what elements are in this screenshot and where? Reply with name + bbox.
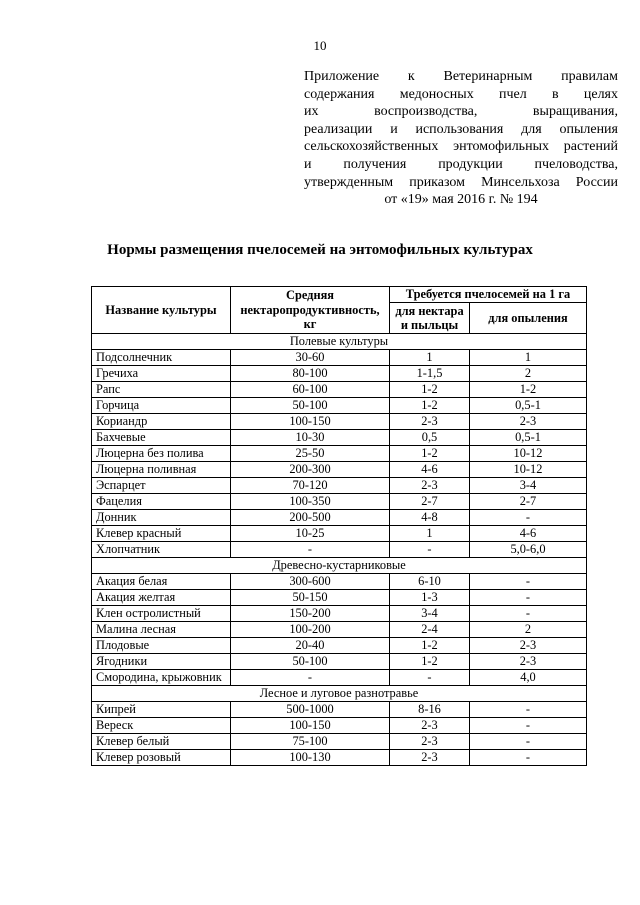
nectar-cell: 1 bbox=[390, 526, 470, 542]
nectar-cell: 1-2 bbox=[390, 638, 470, 654]
nectar-cell: 2-7 bbox=[390, 494, 470, 510]
pollination-cell: 1-2 bbox=[470, 382, 587, 398]
nectar-cell: 1-2 bbox=[390, 398, 470, 414]
section-title: Лесное и луговое разнотравье bbox=[92, 686, 587, 702]
table-row bbox=[92, 462, 587, 478]
header-pollination: для опыления bbox=[470, 303, 587, 334]
table-row bbox=[92, 398, 587, 414]
section-row bbox=[92, 334, 587, 350]
appendix-line: и получения продукции пчеловодства, bbox=[304, 156, 618, 172]
table-row bbox=[92, 446, 587, 462]
culture-cell: Плодовые bbox=[92, 638, 231, 654]
norms-table bbox=[91, 286, 587, 766]
nectar-cell: - bbox=[390, 670, 470, 686]
table-body bbox=[92, 334, 587, 766]
nectar-cell: 6-10 bbox=[390, 574, 470, 590]
table-row bbox=[92, 718, 587, 734]
productivity-cell: - bbox=[231, 670, 390, 686]
pollination-cell: 2-3 bbox=[470, 414, 587, 430]
table-row bbox=[92, 510, 587, 526]
appendix-line: их воспроизводства, выращивания, bbox=[304, 104, 618, 120]
productivity-cell: 50-100 bbox=[231, 654, 390, 670]
culture-cell: Донник bbox=[92, 510, 231, 526]
culture-cell: Фацелия bbox=[92, 494, 231, 510]
pollination-cell: 4,0 bbox=[470, 670, 587, 686]
productivity-cell: 200-300 bbox=[231, 462, 390, 478]
productivity-cell: 100-200 bbox=[231, 622, 390, 638]
nectar-cell: 2-3 bbox=[390, 734, 470, 750]
section-row bbox=[92, 558, 587, 574]
appendix-note bbox=[304, 68, 618, 209]
pollination-cell: 2 bbox=[470, 366, 587, 382]
table-row bbox=[92, 478, 587, 494]
culture-cell: Подсолнечник bbox=[92, 350, 231, 366]
pollination-cell: 0,5-1 bbox=[470, 430, 587, 446]
nectar-cell: 1-2 bbox=[390, 382, 470, 398]
productivity-cell: 300-600 bbox=[231, 574, 390, 590]
culture-cell: Кипрей bbox=[92, 702, 231, 718]
productivity-cell: 30-60 bbox=[231, 350, 390, 366]
table-row bbox=[92, 734, 587, 750]
pollination-cell: 4-6 bbox=[470, 526, 587, 542]
productivity-cell: 10-25 bbox=[231, 526, 390, 542]
culture-cell: Акация белая bbox=[92, 574, 231, 590]
culture-cell: Горчица bbox=[92, 398, 231, 414]
appendix-line: утвержденным приказом Минсельхоза России bbox=[304, 174, 618, 190]
nectar-cell: - bbox=[390, 542, 470, 558]
table-row bbox=[92, 670, 587, 686]
culture-cell: Бахчевые bbox=[92, 430, 231, 446]
productivity-cell: 75-100 bbox=[231, 734, 390, 750]
productivity-cell: 20-40 bbox=[231, 638, 390, 654]
culture-cell: Люцерна поливная bbox=[92, 462, 231, 478]
culture-cell: Клевер красный bbox=[92, 526, 231, 542]
table-row bbox=[92, 750, 587, 766]
productivity-cell: 50-150 bbox=[231, 590, 390, 606]
pollination-cell: 1 bbox=[470, 350, 587, 366]
table-row bbox=[92, 590, 587, 606]
section-title: Древесно-кустарниковые bbox=[92, 558, 587, 574]
productivity-cell: 100-150 bbox=[231, 414, 390, 430]
productivity-cell: 500-1000 bbox=[231, 702, 390, 718]
productivity-cell: 80-100 bbox=[231, 366, 390, 382]
page-number: 10 bbox=[313, 38, 327, 53]
productivity-cell: 25-50 bbox=[231, 446, 390, 462]
pollination-cell: 2 bbox=[470, 622, 587, 638]
header-required: Требуется пчелосемей на 1 га bbox=[390, 287, 587, 303]
pollination-cell: 3-4 bbox=[470, 478, 587, 494]
nectar-cell: 1 bbox=[390, 350, 470, 366]
productivity-cell: - bbox=[231, 542, 390, 558]
nectar-cell: 2-4 bbox=[390, 622, 470, 638]
pollination-cell: 2-3 bbox=[470, 638, 587, 654]
productivity-cell: 150-200 bbox=[231, 606, 390, 622]
table-row bbox=[92, 702, 587, 718]
productivity-cell: 200-500 bbox=[231, 510, 390, 526]
culture-cell: Малина лесная bbox=[92, 622, 231, 638]
productivity-cell: 60-100 bbox=[231, 382, 390, 398]
culture-cell: Гречиха bbox=[92, 366, 231, 382]
table-row bbox=[92, 654, 587, 670]
productivity-cell: 10-30 bbox=[231, 430, 390, 446]
culture-cell: Люцерна без полива bbox=[92, 446, 231, 462]
culture-cell: Клевер розовый bbox=[92, 750, 231, 766]
table-row bbox=[92, 414, 587, 430]
productivity-cell: 100-130 bbox=[231, 750, 390, 766]
nectar-cell: 4-8 bbox=[390, 510, 470, 526]
header-productivity: Средняя нектаропродуктивность, кг bbox=[231, 287, 390, 334]
nectar-cell: 2-3 bbox=[390, 718, 470, 734]
table-row bbox=[92, 606, 587, 622]
pollination-cell: - bbox=[470, 734, 587, 750]
nectar-cell: 1-1,5 bbox=[390, 366, 470, 382]
productivity-cell: 100-350 bbox=[231, 494, 390, 510]
table-row bbox=[92, 526, 587, 542]
nectar-cell: 2-3 bbox=[390, 478, 470, 494]
table-row bbox=[92, 350, 587, 366]
pollination-cell: 10-12 bbox=[470, 462, 587, 478]
pollination-cell: - bbox=[470, 702, 587, 718]
pollination-cell: - bbox=[470, 750, 587, 766]
table-row bbox=[92, 622, 587, 638]
table-row bbox=[92, 542, 587, 558]
appendix-line: содержания медоносных пчел в целях bbox=[304, 86, 618, 102]
pollination-cell: 5,0-6,0 bbox=[470, 542, 587, 558]
header-culture: Название культуры bbox=[92, 287, 231, 334]
pollination-cell: - bbox=[470, 718, 587, 734]
culture-cell: Рапс bbox=[92, 382, 231, 398]
nectar-cell: 3-4 bbox=[390, 606, 470, 622]
nectar-cell: 4-6 bbox=[390, 462, 470, 478]
productivity-cell: 100-150 bbox=[231, 718, 390, 734]
table-row bbox=[92, 430, 587, 446]
nectar-cell: 1-2 bbox=[390, 654, 470, 670]
nectar-cell: 1-3 bbox=[390, 590, 470, 606]
pollination-cell: 2-7 bbox=[470, 494, 587, 510]
productivity-cell: 70-120 bbox=[231, 478, 390, 494]
nectar-cell: 8-16 bbox=[390, 702, 470, 718]
culture-cell: Кориандр bbox=[92, 414, 231, 430]
appendix-line: Приложение к Ветеринарным правилам bbox=[304, 69, 618, 84]
culture-cell: Ягодники bbox=[92, 654, 231, 670]
nectar-cell: 2-3 bbox=[390, 414, 470, 430]
culture-cell: Смородина, крыжовник bbox=[92, 670, 231, 686]
pollination-cell: 10-12 bbox=[470, 446, 587, 462]
culture-cell: Хлопчатник bbox=[92, 542, 231, 558]
appendix-line: сельскохозяйственных энтомофильных растений bbox=[304, 139, 618, 155]
culture-cell: Клен остролистный bbox=[92, 606, 231, 622]
nectar-cell: 1-2 bbox=[390, 446, 470, 462]
nectar-cell: 2-3 bbox=[390, 750, 470, 766]
pollination-cell: - bbox=[470, 510, 587, 526]
pollination-cell: - bbox=[470, 574, 587, 590]
pollination-cell: - bbox=[470, 606, 587, 622]
pollination-cell: 2-3 bbox=[470, 654, 587, 670]
header-nectar: для нектара и пыльцы bbox=[390, 303, 470, 334]
section-title: Полевые культуры bbox=[92, 334, 587, 350]
pollination-cell: 0,5-1 bbox=[470, 398, 587, 414]
culture-cell: Клевер белый bbox=[92, 734, 231, 750]
appendix-line: от «19» мая 2016 г. № 194 bbox=[384, 192, 538, 208]
productivity-cell: 50-100 bbox=[231, 398, 390, 414]
culture-cell: Вереск bbox=[92, 718, 231, 734]
culture-cell: Акация желтая bbox=[92, 590, 231, 606]
table-row bbox=[92, 638, 587, 654]
pollination-cell: - bbox=[470, 590, 587, 606]
table-row bbox=[92, 382, 587, 398]
nectar-cell: 0,5 bbox=[390, 430, 470, 446]
document-title: Нормы размещения пчелосемей на энтомофильных культурах bbox=[107, 242, 533, 258]
table-row bbox=[92, 574, 587, 590]
section-row bbox=[92, 686, 587, 702]
appendix-line: реализации и использования для опыления bbox=[304, 121, 618, 137]
table-row bbox=[92, 494, 587, 510]
culture-cell: Эспарцет bbox=[92, 478, 231, 494]
table-row bbox=[92, 366, 587, 382]
